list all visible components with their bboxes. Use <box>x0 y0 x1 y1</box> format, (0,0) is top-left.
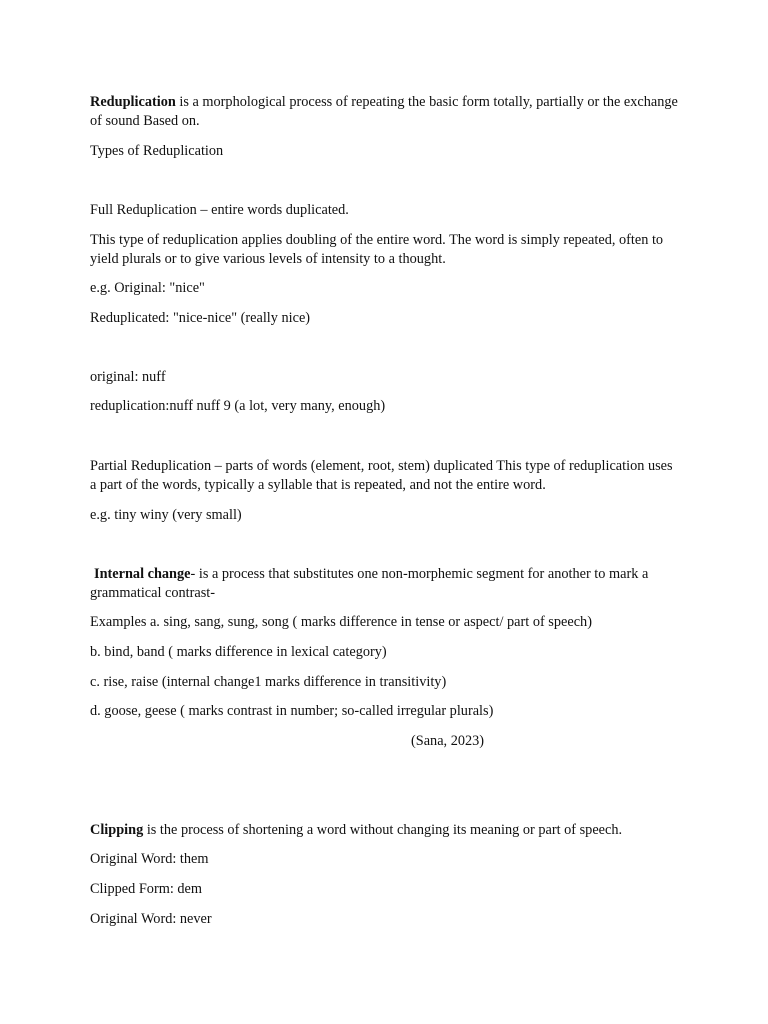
reduplication-definition-text: is a morphological process of repeating the basic form totally, partially or the exchange of sound Based on. <box>90 94 678 129</box>
example2-original: original: nuff <box>90 369 166 385</box>
full-reduplication-description: This type of reduplication applies doubling of the entire word. The word is simply repeated, often to yield plurals or to give various levels of intensity to a thought. <box>90 232 664 267</box>
internal-change-example-d: d. goose, geese ( marks contrast in number; so-called irregular plurals) <box>90 703 494 719</box>
internal-change-term: Internal change <box>94 566 191 582</box>
internal-change-definition <box>90 565 680 603</box>
full-reduplication-heading: Full Reduplication – entire words duplicated. <box>90 202 349 218</box>
internal-change-example-b: b. bind, band ( marks difference in lexical category) <box>90 644 387 660</box>
clipping-original-2: Original Word: never <box>90 911 212 927</box>
internal-change-example-a: Examples a. sing, sang, sung, song ( marks difference in tense or aspect/ part of speech) <box>90 614 592 630</box>
clipping-definition <box>90 821 690 840</box>
example1-reduplicated: Reduplicated: "nice-nice" (really nice) <box>90 310 311 326</box>
example2-reduplicated: reduplication:nuff nuff 9 (a lot, very many, enough) <box>90 398 386 414</box>
internal-change-definition-text: - is a process that substitutes one non-morphemic segment for another to mark a grammatical contrast- <box>90 566 649 601</box>
citation: (Sana, 2023) <box>411 733 485 749</box>
types-heading: Types of Reduplication <box>90 143 224 159</box>
reduplication-definition <box>90 93 690 131</box>
example1-original: e.g. Original: "nice" <box>90 280 205 296</box>
partial-example: e.g. tiny winy (very small) <box>90 507 242 523</box>
reduplication-term: Reduplication <box>90 94 176 110</box>
clipping-definition-text: is the process of shortening a word without changing its meaning or part of speech. <box>143 822 623 838</box>
clipping-term: Clipping <box>90 822 144 838</box>
clipping-original-1: Original Word: them <box>90 851 209 867</box>
internal-change-example-c: c. rise, raise (internal change1 marks difference in transitivity) <box>90 674 447 690</box>
partial-reduplication-heading: Partial Reduplication – parts of words (element, root, stem) duplicated This type of reduplication uses a part of the words, typically a syllable that is repeated, and not the entire word. <box>90 458 673 493</box>
clipping-clipped-1: Clipped Form: dem <box>90 881 202 897</box>
